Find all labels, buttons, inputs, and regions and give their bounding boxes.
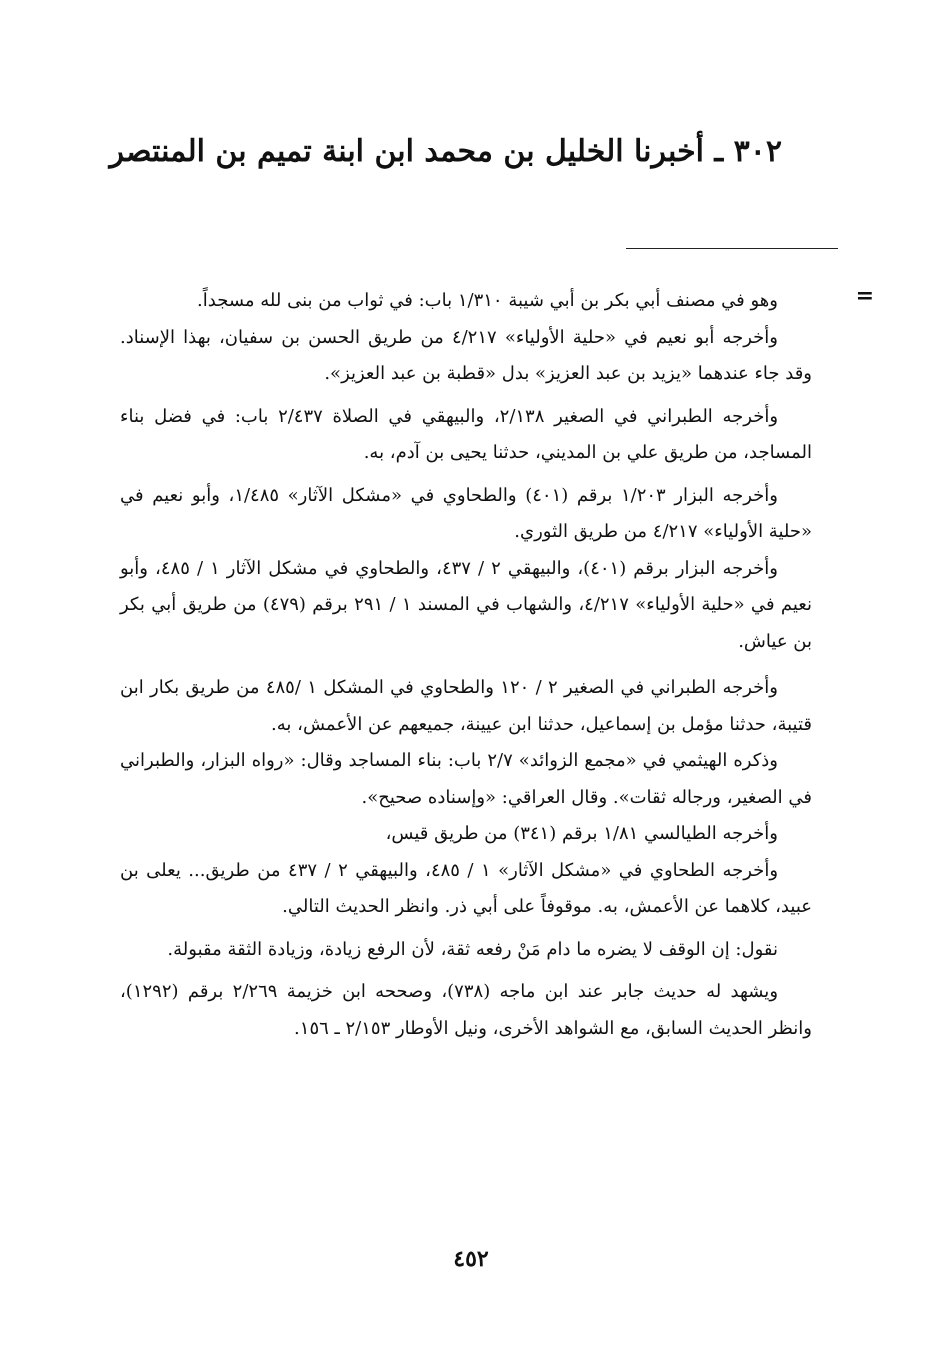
continuation-marker: = — [855, 283, 874, 309]
footnote-paragraph: نقول: إن الوقف لا يضره ما دام مَنْ رفعه ثقة، لأن الرفع زيادة، وزيادة الثقة مقبولة. — [167, 938, 778, 960]
hadith-heading: ٣٠٢ ـ أخبرنا الخليل بن محمد ابن ابنة تميم بن المنتصر — [109, 134, 782, 169]
footnote-paragraph: وأخرجه البزار ١/٢٠٣ برقم (٤٠١) والطحاوي في «مشكل الآثار» ١/٤٨٥، وأبو نعيم في «حلية الأولياء» ٤/٢١٧ من طريق الثوري. — [120, 484, 812, 542]
footnote-separator — [626, 248, 838, 249]
footnote-paragraph: ويشهد له حديث جابر عند ابن ماجه (٧٣٨)، وصححه ابن خزيمة ٢/٢٦٩ برقم (١٢٩٢)، وانظر الحديث السابق، مع الشواهد الأخرى، ونيل الأوطار ٢/١٥٣ ـ ١٥٦. — [120, 981, 812, 1039]
page-number: ٤٥٢ — [453, 1246, 489, 1272]
footnote-paragraph: وأخرجه الطحاوي في «مشكل الآثار» ١ / ٤٨٥، والبيهقي ٢ / ٤٣٧ من طريق... يعلى بن عبيد، كلاهما عن الأعمش، به. موقوفاً على أبي ذر. وانظر الحديث التالي. — [120, 859, 812, 917]
footnote-paragraph: وأخرجه أبو نعيم في «حلية الأولياء» ٤/٢١٧ من طريق الحسن بن سفيان، بهذا الإسناد. وقد جاء عندهما «يزيد بن عبد العزيز» بدل «قطبة بن عبد العزيز». — [120, 326, 812, 384]
footnote-paragraph: وأخرجه الطبراني في الصغير ٢/١٣٨، والبيهقي في الصلاة ٢/٤٣٧ باب: في فضل بناء المساجد، من طريق علي بن المديني، حدثنا يحيى بن آدم، به. — [120, 405, 812, 463]
footnote-paragraph: وأخرجه الطبراني في الصغير ٢ / ١٢٠ والطحاوي في المشكل ١ /٤٨٥ من طريق بكار ابن قتيبة، حدثنا مؤمل بن إسماعيل، حدثنا ابن عيينة، جميعهم عن الأعمش، به. — [120, 677, 812, 735]
footnote-paragraph: وذكره الهيثمي في «مجمع الزوائد» ٢/٧ باب: بناء المساجد وقال: «رواه البزار، والطبراني في الصغير، ورجاله ثقات». وقال العراقي: «وإسناده صحيح». — [120, 750, 812, 808]
footnote-paragraph: وهو في مصنف أبي بكر بن أبي شيبة ١/٣١٠ باب: في ثواب من بنى لله مسجداً. — [197, 290, 778, 311]
footnote-paragraph: وأخرجه الطيالسي ١/٨١ برقم (٣٤١) من طريق قيس، — [385, 823, 778, 844]
footnotes — [120, 283, 812, 1047]
footnote-paragraph: وأخرجه البزار برقم (٤٠١)، والبيهقي ٢ / ٤٣٧، والطحاوي في مشكل الآثار ١ / ٤٨٥، وأبو نعيم في «حلية الأولياء» ٤/٢١٧، والشهاب في المسند ١ / ٢٩١ برقم (٤٧٩) من طريق أبي بكر بن عياش. — [120, 557, 812, 652]
